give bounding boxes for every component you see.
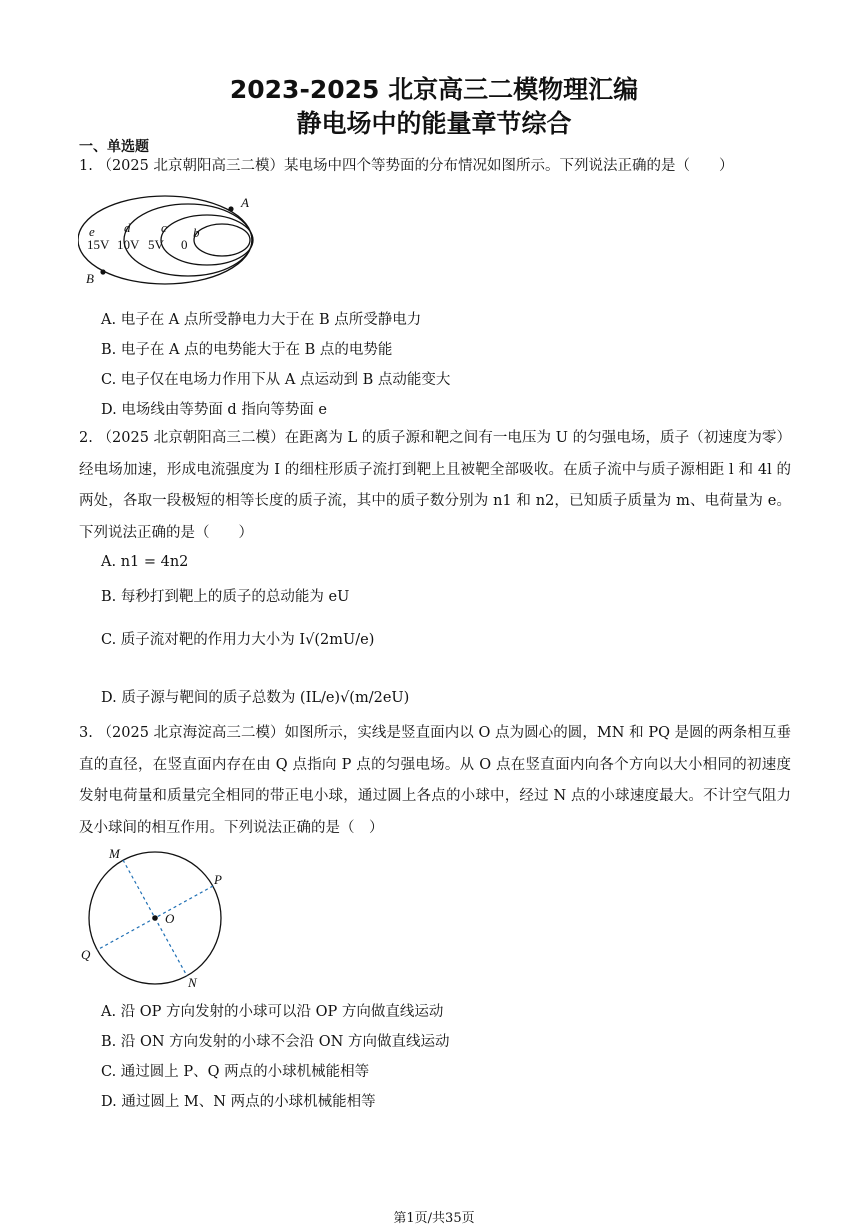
label-5v: 5V — [148, 237, 164, 252]
section-heading: 一、单选题 — [79, 139, 149, 155]
label-o: O — [165, 911, 175, 926]
label-m: M — [109, 846, 120, 861]
q3-option-a: A. 沿 OP 方向发射的小球可以沿 OP 方向做直线运动 — [101, 1004, 444, 1020]
doc-title-line2: 静电场中的能量章节综合 — [296, 109, 572, 138]
question-1-stem: 1. （2025 北京朝阳高三二模）某电场中四个等势面的分布情况如图所示。下列说法正确的是（ ） — [79, 158, 734, 174]
q3-option-c: C. 通过圆上 P、Q 两点的小球机械能相等 — [101, 1064, 370, 1080]
q1-option-a: A. 电子在 A 点所受静电力大于在 B 点所受静电力 — [101, 312, 422, 328]
q2-option-b: B. 每秒打到靶上的质子的总动能为 eU — [101, 589, 350, 605]
q1-option-c: C. 电子仅在电场力作用下从 A 点运动到 B 点动能变大 — [101, 372, 451, 388]
question-1-figure — [78, 190, 260, 290]
doc-title-line1: 2023-2025 北京高三二模物理汇编 — [229, 75, 639, 104]
question-2-stem: 2. （2025 北京朝阳高三二模）在距离为 L 的质子源和靶之间有一电压为 U 的匀强电场，质子（初速度为零）经电场加速，形成电流强度为 I 的细柱形质子流打到靶上且被靶全部吸收。在质子流中与质子源相距 l 和 4l 的两处，各取一段极短的相等长度的质子流，其中的质子数分别为 n1 和 n2，已知质子质量为 m、电荷量为 e。下列说法正确的是（ ） — [79, 430, 791, 541]
label-point-b: B — [86, 271, 94, 286]
equipotential-d — [124, 204, 252, 276]
q2-option-d: D. 质子源与靶间的质子总数为 (IL/e)√(m/2eU) — [101, 690, 410, 706]
equipotential-b — [194, 224, 250, 256]
point-b-dot — [100, 269, 105, 274]
label-p: P — [214, 872, 222, 887]
label-surface-c: c — [161, 220, 167, 235]
page-footer: 第1页/共35页 — [393, 1211, 475, 1226]
question-3-figure — [75, 842, 235, 992]
q3-option-b: B. 沿 ON 方向发射的小球不会沿 ON 方向做直线运动 — [101, 1034, 450, 1050]
label-q: Q — [81, 947, 91, 962]
question-3-stem: 3. （2025 北京海淀高三二模）如图所示，实线是竖直面内以 O 点为圆心的圆，MN 和 PQ 是圆的两条相互垂直的直径，在竖直面内存在由 Q 点指向 P 点的匀强电场。从 O 点在竖直面内向各个方向以大小相同的初速度发射电荷量和质量完全相同的带正电小球，通过圆上各点的小球中，经过 N 点的小球速度最大。不计空气阻力及小球间的相互作用。下列说法正确的是（ ） — [79, 725, 791, 836]
center-o-dot — [152, 915, 158, 921]
label-surface-e: e — [89, 224, 95, 239]
equipotential-c — [161, 215, 253, 265]
label-surface-d: d — [124, 220, 131, 235]
label-point-a: A — [241, 195, 249, 210]
point-a-dot — [228, 206, 233, 211]
q1-option-b: B. 电子在 A 点的电势能大于在 B 点的电势能 — [101, 342, 393, 358]
label-surface-b: b — [193, 225, 200, 240]
label-15v: 15V — [87, 237, 110, 252]
q2-option-a: A. n1 = 4n2 — [101, 554, 189, 570]
label-0: 0 — [181, 237, 188, 252]
q2-option-c: C. 质子流对靶的作用力大小为 I√(2mU/e) — [101, 632, 375, 648]
q3-option-d: D. 通过圆上 M、N 两点的小球机械能相等 — [101, 1094, 376, 1110]
label-10v: 10V — [117, 237, 140, 252]
label-n: N — [188, 975, 197, 990]
q1-option-d: D. 电场线由等势面 d 指向等势面 e — [101, 402, 328, 418]
